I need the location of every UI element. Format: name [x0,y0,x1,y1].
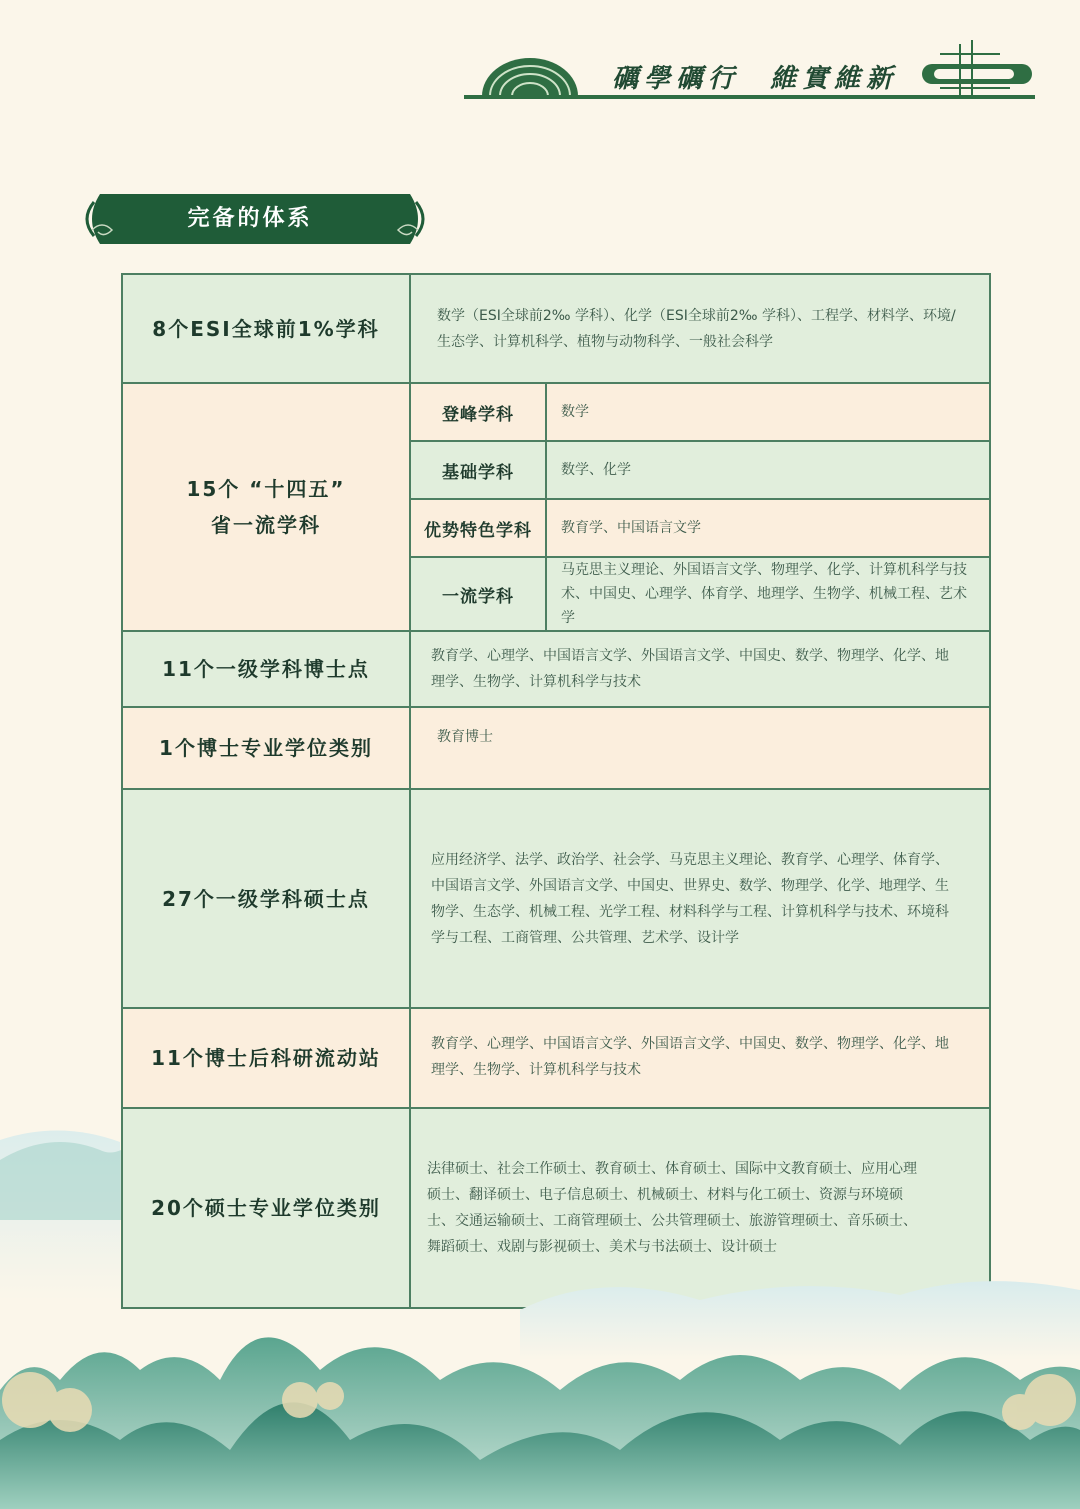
table-row [122,274,990,383]
sub-row-label: 登峰学科 [410,383,546,441]
table-row [122,383,990,441]
arch-ornament-icon [482,58,578,96]
row-value: 教育学、心理学、中国语言文学、外国语言文学、中国史、数学、物理学、化学、地理学、生物学、计算机科学与技术 [410,1008,990,1108]
row-value: 教育学、心理学、中国语言文学、外国语言文学、中国史、数学、物理学、化学、地理学、生物学、计算机科学与技术 [410,631,990,707]
school-motto: 礪學礪行 維實維新 [612,64,899,94]
provincial-label-line2: 省一流学科 [211,513,321,537]
row-label: 11个一级学科博士点 [122,631,410,707]
section-title: 完备的体系 [187,206,313,231]
row-label: 1个博士专业学位类别 [122,707,410,789]
mountain-landscape-decoration [0,1100,1080,1509]
row-value: 教育博士 [410,707,990,789]
table-row [122,707,990,789]
sub-row-label: 基础学科 [410,441,546,499]
sub-row-value: 数学 [546,383,990,441]
table-row [122,1008,990,1108]
sub-row-value: 数学、化学 [546,441,990,499]
sub-row-label: 优势特色学科 [410,499,546,557]
row-label: 27个一级学科硕士点 [122,789,410,1008]
sub-row-value: 马克思主义理论、外国语言文学、物理学、化学、计算机科学与技术、中国史、心理学、体育学、地理学、生物学、机械工程、艺术学 [546,557,990,631]
row-label: 20个硕士专业学位类别 [122,1108,410,1308]
row-label: 8个ESI全球前1%学科 [122,274,410,383]
sub-row-value: 教育学、中国语言文学 [546,499,990,557]
provincial-discipline-label [122,383,410,631]
row-label: 11个博士后科研流动站 [122,1008,410,1108]
row-value: 法律硕士、社会工作硕士、教育硕士、体育硕士、国际中文教育硕士、应用心理硕士、翻译硕士、电子信息硕士、机械硕士、材料与化工硕士、资源与环境硕士、交通运输硕士、工商管理硕士、公共管理硕士、旅游管理硕士、音乐硕士、舞蹈硕士、戏剧与影视硕士、美术与书法硕士、设计硕士 [410,1108,990,1308]
header-decoration [0,0,1080,120]
scroll-ornament-icon [922,40,1032,96]
provincial-label-line1: 15个 “十四五” [186,477,346,501]
table-row [122,631,990,707]
row-value: 数学（ESI全球前2‰ 学科）、化学（ESI全球前2‰ 学科）、工程学、材料学、环境/生态学、计算机科学、植物与动物科学、一般社会科学 [410,274,990,383]
row-value: 应用经济学、法学、政治学、社会学、马克思主义理论、教育学、心理学、体育学、中国语言文学、外国语言文学、中国史、世界史、数学、物理学、化学、地理学、生物学、生态学、机械工程、光学工程、材料科学与工程、计算机科学与技术、环境科学与工程、工商管理、公共管理、艺术学、设计学 [410,789,990,1008]
sub-row-label: 一流学科 [410,557,546,631]
table-row [122,789,990,1008]
